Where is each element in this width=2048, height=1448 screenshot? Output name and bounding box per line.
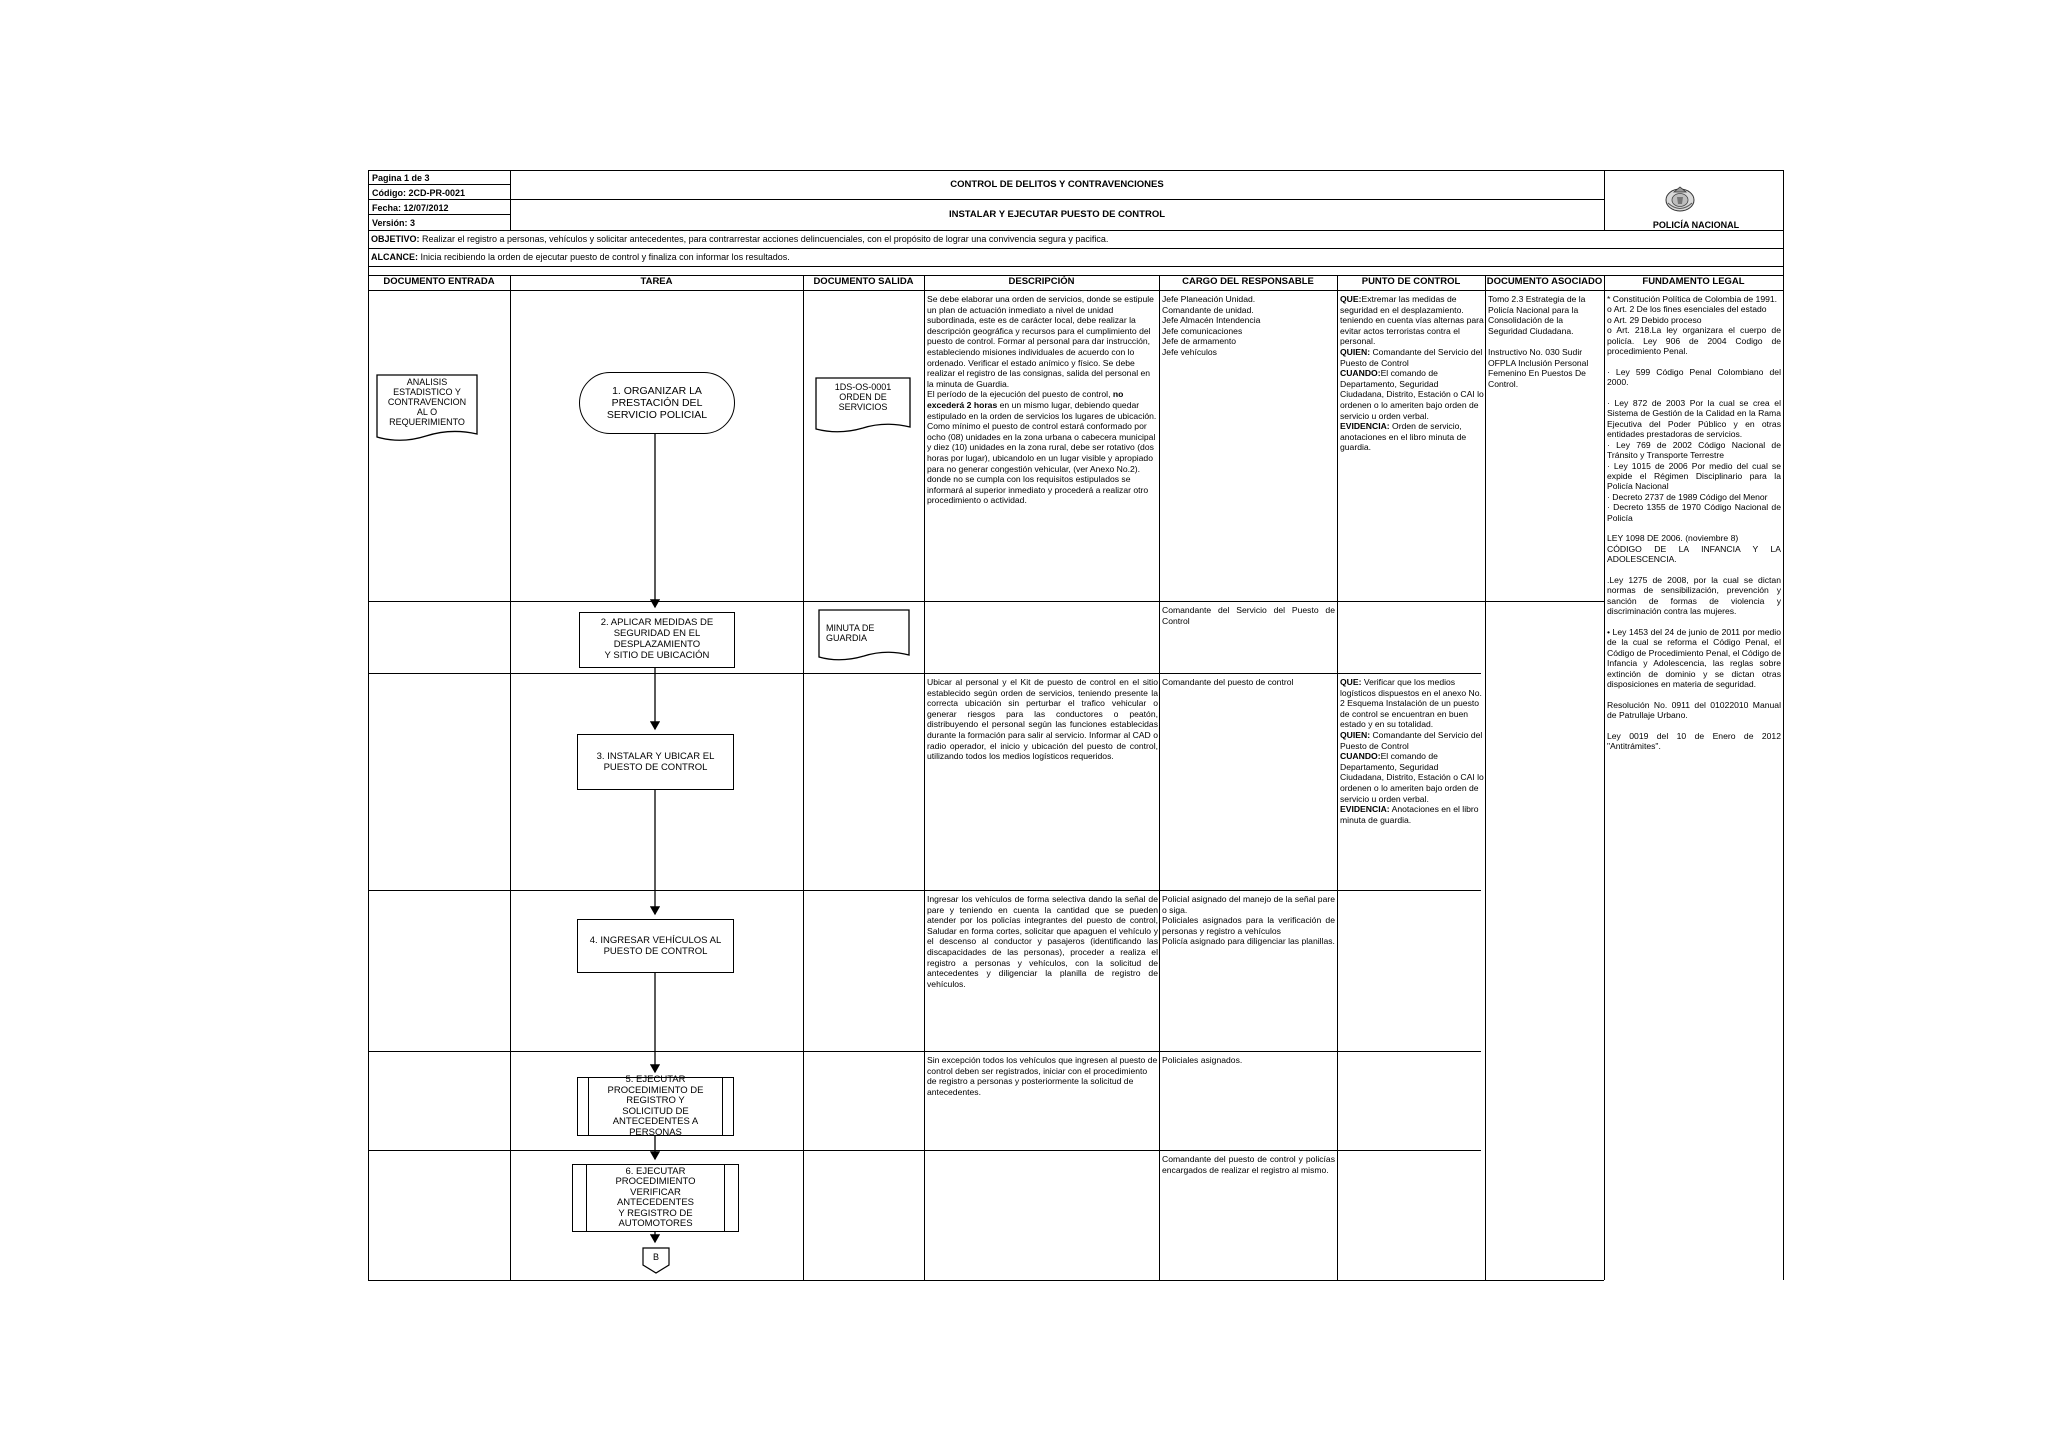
description-row-4: Ingresar los vehículos de forma selectiva dando la señal de pare y teniendo en cuenta la cantidad que se pueden atender por los policías integrantes del puesto de control, Saludar en forma cortes, solicitar que apaguen el vehículo y el descenso al conductor y pasajeros (identificando las discapacidades de las personas), proceder a realiza el registro a personas y vehículos, con la solicitud de antecedentes y diligenciar la planilla de registro de vehículos. [927, 894, 1158, 989]
task-5-person-search: 5. EJECUTAR PROCEDIMIENTO DE REGISTRO Y SOLICITUD DE ANTECEDENTES A PERSONAS [577, 1077, 734, 1136]
responsible-row-3: Comandante del puesto de control [1162, 677, 1294, 687]
procedure-title: INSTALAR Y EJECUTAR PUESTO DE CONTROL [948, 209, 1166, 220]
task-3-install-checkpoint: 3. INSTALAR Y UBICAR EL PUESTO DE CONTROL [577, 734, 734, 790]
responsible-row-4: Policial asignado del manejo de la señal pare o siga. Policiales asignados para la verificación de personas y registro a vehículos Policía asignado para diligenciar las planillas. [1162, 894, 1335, 947]
task-1-organize: 1. ORGANIZAR LA PRESTACIÓN DEL SERVICIO POLICIAL [579, 372, 735, 434]
process-title: CONTROL DE DELITOS Y CONTRAVENCIONES [950, 179, 1164, 190]
description-row-5: Sin excepción todos los vehículos que ingresen al puesto de control deben ser registrados, iniciar con el procedimiento de registro a personas y posteriormente la solicitud de antecedentes. [927, 1055, 1158, 1097]
document-code: Código: 2CD-PR-0021 [372, 188, 466, 198]
objective: OBJETIVO: Realizar el registro a personas, vehículos y solicitar antecedentes, para contrarrestar acciones delincuenciales, con el propósito de lograr una convivencia segura y pacifica. [371, 234, 1109, 244]
column-header-input-document: DOCUMENTO ENTRADA [383, 276, 495, 287]
task-2-security-measures: 2. APLICAR MEDIDAS DE SEGURIDAD EN EL DESPLAZAMIENTO Y SITIO DE UBICACIÓN [579, 612, 735, 668]
column-header-task: TAREA [640, 276, 673, 287]
document-version: Versión: 3 [372, 218, 416, 228]
output-document-guard-log: MINUTA DE GUARDIA [826, 623, 875, 643]
task-4-admit-vehicles: 4. INGRESAR VEHÍCULOS AL PUESTO DE CONTROL [577, 919, 734, 973]
output-document-order-of-services: 1DS-OS-0001 ORDEN DE SERVICIOS [834, 382, 892, 412]
column-header-legal-basis: FUNDAMENTO LEGAL [1642, 276, 1745, 287]
legal-basis: * Constitución Política de Colombia de 1991. o Art. 2 De los fines esenciales del estado o Art. 29 Debido proceso o Art. 218.La ley organizara el cuerpo de policía. Ley 906 de 2004 Codigo de procedimiento Penal. · Ley 599 Código Penal Colombiano del 2000. · Ley 872 de 2003 Por la cual se crea el Sistema de Gestión de la Calidad en la Rama Ejecutiva del Poder Público y en otras entidades prestadoras de servicios. · Ley 769 de 2002 Código Nacional de Tránsito y Transporte Terrestre · Ley 1015 de 2006 Por medio del cual se expide el Régimen Disciplinario para la Policía Nacional · Decreto 2737 de 1989 Código del Menor · Decreto 1355 de 1970 Código Nacional de Policía LEY 1098 DE 2006. (noviembre 8) CÓDIGO DE LA INFANCIA Y LA ADOLESCENCIA. .Ley 1275 de 2008, por la cual se dictan normas de sensibilización, prevención y sanción de formas de violencia y discriminación contra las mujeres. • Ley 1453 del 24 de junio de 2011 por medio de la cual se reforma el Código Penal, el Código de Procedimiento Penal, el Código de Infancia y Adolescencia, las reglas sobre extinción de dominio y se dictan otras disposiciones en materia de seguridad. Resolución No. 0911 del 01022010 Manual de Patrullaje Urbano. Ley 0019 del 10 de Enero de 2012 "Antitrámites". [1607, 294, 1781, 752]
column-header-associated-document: DOCUMENTO ASOCIADO [1486, 276, 1603, 287]
description-row-1: Se debe elaborar una orden de servicios, donde se estipule un plan de actuación inmediato a nivel de unidad subordinada, este es de carácter local, debe realizar la descripción geográfica y recursos para el cumplimiento del puesto de control. Formar al personal para dar instrucción, estableciendo misiones individuales de acuerdo con lo ordenado. Verificar el estado anímico y físico. Se debe realizar el registro de las consignas, salida del personal en la minuta de Guardia. El período de la ejecución del puesto de control, no excederá 2 horas en un mismo lugar, debiendo quedar estipulado en la orden de servicios los lugares de ubicación. Como mínimo el puesto de control estará conformado por ocho (08) unidades en la zona urbana o cabecera municipal y diez (10) unidades en la zona rural, debe ser rotativo (dos horas por lugar), ubicandolo en un lugar visible y apropiado para no generar congestión vehicular, (ver Anexo No.2). donde no se cumpla con los requisitos estipulados se informará al superior inmediato y procederá a realizar otro procedimiento o actividad. [927, 294, 1157, 506]
description-row-3: Ubicar al personal y el Kit de puesto de control en el sitio establecido según orden de servicios, teniendo presente la correcta ubicación sin perturbar el trafico vehicular o generar riesgos para las conductores o peatón, distribuyendo el personal según las funciones establecidas durante la formación para salir al servicio. Informar al CAD o radio operador, el inicio y ubicación del puesto de control, utilizando todos los medios logísticos requeridos. [927, 677, 1158, 762]
column-header-responsible: CARGO DEL RESPONSABLE [1182, 276, 1314, 287]
organization-name: POLICÍA NACIONAL [1652, 220, 1740, 230]
off-page-connector-b: B [652, 1252, 659, 1262]
task-6-vehicle-verification: 6. EJECUTAR PROCEDIMIENTO VERIFICAR ANTECEDENTES Y REGISTRO DE AUTOMOTORES [572, 1164, 739, 1232]
responsible-row-1: Jefe Planeación Unidad. Comandante de unidad. Jefe Almacén Intendencia Jefe comunicaciones Jefe de armamento Jefe vehículos [1162, 294, 1261, 357]
column-header-output-document: DOCUMENTO SALIDA [813, 276, 914, 287]
input-document-label: ANALISIS ESTADISTICO Y CONTRAVENCION AL O REQUERIMIENTO [387, 377, 467, 427]
control-point-row-1: QUE:Extremar las medidas de seguridad en el desplazamiento. teniendo en cuenta vías alternas para evitar actos terroristas contra el personal. QUIEN: Comandante del Servicio del Puesto de Control CUANDO:El comando de Departamento, Seguridad Ciudadana, Distrito, Estación o CAI lo ordenen o lo ameriten bajo orden de servicio u orden verbal. EVIDENCIA: Orden de servicio, anotaciones en el libro minuta de guardia. [1340, 294, 1484, 453]
scope: ALCANCE: Inicia recibiendo la orden de ejecutar puesto de control y finaliza con informar los resultados. [371, 252, 790, 262]
responsible-row-5: Policiales asignados. [1162, 1055, 1243, 1065]
column-header-description: DESCRIPCIÓN [1008, 276, 1075, 287]
document-date: Fecha: 12/07/2012 [372, 203, 449, 213]
control-point-row-3: QUE: Verificar que los medios logísticos dispuestos en el anexo No. 2 Esquema Instalación de un puesto de control se encuentran en buen estado y en su totalidad. QUIEN: Comandante del Servicio del Puesto de Control CUANDO:El comando de Departamento, Seguridad Ciudadana, Distrito, Estación o CAI lo ordenen o lo ameriten bajo orden de servicio u orden verbal. EVIDENCIA: Anotaciones en el libro minuta de guardia. [1340, 677, 1484, 825]
column-header-control-point: PUNTO DE CONTROL [1361, 276, 1461, 287]
associated-documents: Tomo 2.3 Estrategia de la Policía Nacional para la Consolidación de la Seguridad Ciudadana. Instructivo No. 030 Sudir OFPLA Inclusión Personal Femenino En Puestos De Control. [1488, 294, 1589, 389]
responsible-row-2: Comandante del Servicio del Puesto de Control [1162, 605, 1335, 626]
responsible-row-6: Comandante del puesto de control y policías encargados de realizar el registro al mismo. [1162, 1154, 1335, 1175]
page-number: Pagina 1 de 3 [372, 173, 430, 183]
